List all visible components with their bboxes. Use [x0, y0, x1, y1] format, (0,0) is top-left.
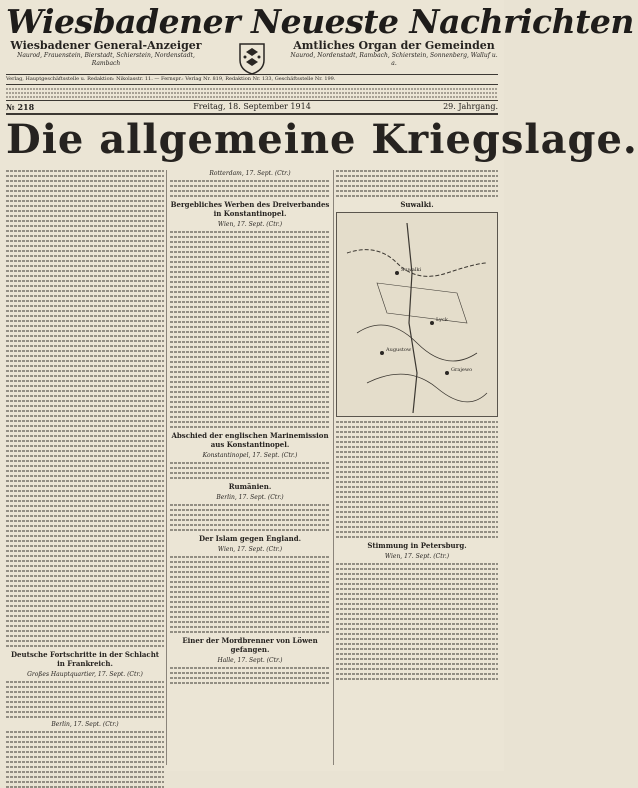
- issue-number: № 218: [6, 102, 35, 112]
- rule-top: [6, 74, 498, 75]
- map-label-1: Suwalki: [401, 267, 422, 273]
- col1-section-dateline: Großes Hauptquartier, 17. Sept. (Ctr.): [27, 671, 143, 678]
- col2-section4-dateline: Wien, 17. Sept. (Ctr.): [217, 546, 283, 553]
- col2-section1-title: Bergebliches Werben des Dreiverbandes in Konstantinopel.: [170, 200, 330, 218]
- column-divider-1: [166, 170, 167, 765]
- map-label-3: Augustow: [386, 347, 412, 353]
- col2-section2-dateline: Konstantinopel, 17. Sept. (Ctr.): [202, 452, 298, 459]
- map-graphic: [337, 213, 497, 416]
- col2-section5-title: Einer der Mordbrenner von Löwen gefangen.: [182, 636, 318, 654]
- column-1: [6, 170, 164, 765]
- left-name: Wiesbadener General-Anzeiger: [10, 39, 202, 52]
- col2-section4-title: Der Islam gegen England.: [198, 534, 302, 543]
- rule-date-bottom: [6, 113, 498, 115]
- map-label-2: Lyck: [436, 317, 448, 323]
- col3-section-dateline: Wien, 17. Sept. (Ctr.): [384, 553, 450, 560]
- rule-info: [6, 84, 498, 85]
- newspaper-title: Wiesbadener Neueste Nachrichten: [6, 2, 634, 41]
- coat-of-arms-icon: [232, 40, 272, 76]
- map-suwalki: [336, 212, 498, 417]
- col2-section5-dateline: Halle, 17. Sept. (Ctr.): [217, 657, 283, 664]
- issue-date: Freitag, 18. September 1914: [193, 102, 311, 111]
- col2-section2-title: Abschied der englischen Marinemission aus Konstantinopel.: [171, 431, 329, 449]
- column-3: [336, 170, 498, 765]
- dateline: [6, 101, 498, 113]
- left-sub: Naurod, Frauenstein, Bierstadt, Schierstein, Nordenstadt, Rambach: [17, 52, 195, 67]
- col1-section2-dateline: Berlin, 17. Sept. (Ctr.): [51, 721, 119, 728]
- publisher-info: Verlag, Hauptgeschäftsstelle u. Redaktion: Nikolasstr. 11. — Fernspr.: Verlag Nr. 819, Redaktion Nr. 133, Geschäftsstelle Nr. 199.: [6, 76, 336, 82]
- col2-section3-title: Rumänien.: [228, 482, 272, 491]
- right-sub: Naurod, Nordenstadt, Rambach, Schierstein, Sonnenberg, Walluf u. a.: [290, 52, 498, 67]
- col1-text-b: [6, 681, 164, 718]
- column-divider-2: [333, 170, 334, 765]
- right-name: Amtliches Organ der Gemeinden: [293, 39, 495, 52]
- issue-volume: 29. Jahrgang.: [443, 102, 498, 111]
- col3-section-title: Stimmung in Petersburg.: [367, 541, 467, 550]
- col1-text-c: [6, 731, 164, 788]
- map-title: Suwalki.: [400, 200, 434, 209]
- col2-section3-dateline: Berlin, 17. Sept. (Ctr.): [216, 494, 284, 501]
- masthead: [0, 0, 634, 70]
- col1-text-a: [6, 170, 164, 647]
- main-headline: Die allgemeine Kriegslage.: [6, 116, 638, 163]
- map-label-4: Grajewo: [451, 367, 473, 373]
- col2-section1-dateline: Wien, 17. Sept. (Ctr.): [217, 221, 283, 228]
- masthead-left: [6, 40, 206, 68]
- masthead-right: [288, 40, 500, 68]
- col2-lead-dateline: Rotterdam, 17. Sept. (Ctr.): [209, 170, 291, 177]
- column-2: [170, 170, 330, 765]
- notice-fine-print: [6, 86, 498, 100]
- col1-section-title: Deutsche Fortschritte in der Schlacht in Frankreich.: [10, 650, 160, 668]
